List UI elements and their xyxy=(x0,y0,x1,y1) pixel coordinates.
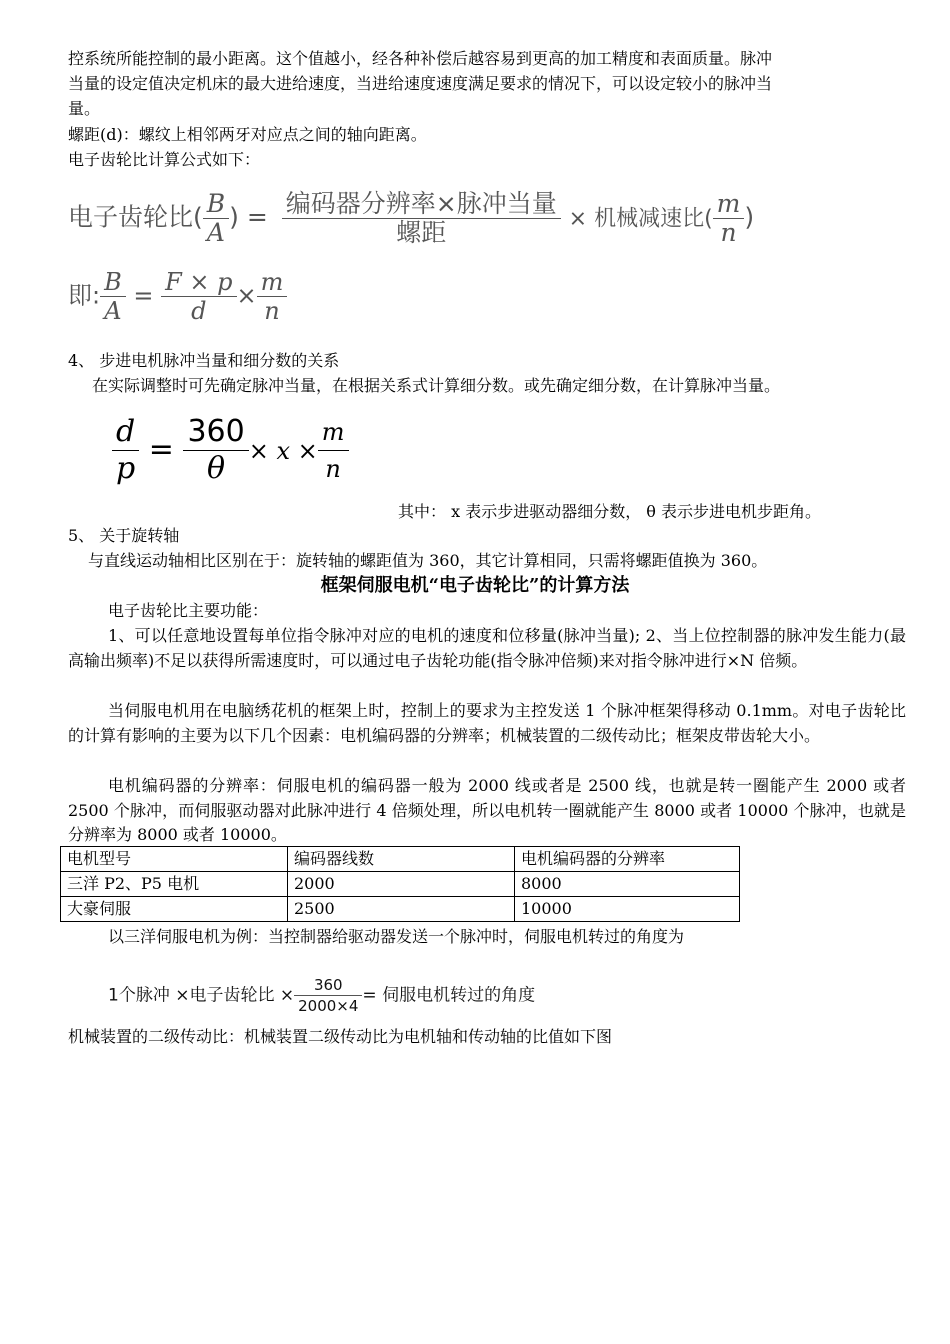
para-line: 当量的设定值决定机床的最大进给速度，当进给速度速度满足要求的情况下，可以设定较小的脉冲当 xyxy=(68,74,773,93)
sanyo-paragraph: 以三洋伺服电机为例：当控制器给驱动器发送一个脉冲时，伺服电机转过的角度为 xyxy=(108,927,685,946)
function-title: 电子齿轮比主要功能： xyxy=(108,601,269,620)
formula-3-note: 其中： x 表示步进驱动器细分数， θ 表示步进电机步距角。 xyxy=(398,502,822,521)
section-5-title: 5、 关于旋转轴 xyxy=(68,526,180,545)
para-line: 控系统所能控制的最小距离。这个值越小，经各种补偿后越容易到更高的加工精度和表面质量。脉冲 xyxy=(68,49,773,68)
para-line: 量。 xyxy=(68,99,101,118)
stepper-formula: $\frac{d}{p}$ = $\frac{360}{\theta}$ × x × $\frac{m}{n}$ xyxy=(112,414,349,487)
section-4-body: 在实际调整时可先确定脉冲当量，在根据关系式计算细分数。或先确定细分数，在计算脉冲当量。 xyxy=(92,376,781,395)
table-row xyxy=(61,897,740,922)
encoder-table xyxy=(60,846,740,922)
section-4-title: 4、 步进电机脉冲当量和细分数的关系 xyxy=(68,351,340,370)
table-header-cell: 电机型号 xyxy=(61,847,288,872)
table-cell: 三洋 P2、P5 电机 xyxy=(61,872,288,897)
angle-formula: 1个脉冲 ×电子齿轮比 × $\frac{360}{2000\times 4}$ = 伺服电机转过的角度 xyxy=(108,976,536,1015)
formula-lhs: 电子齿轮比( xyxy=(68,202,203,232)
encoder-paragraph: 电机编码器的分辨率：伺服电机的编码器一般为 2000 线或者是 2500 线，也就是转一圈能产生 2000 或者 2500 个脉冲，而伺服驱动器对此脉冲进行 4 倍频处理，所以电机转一圈就能产生 8000 或者 10000 个脉冲，也就是分辨率为 8000 或者 10000。 xyxy=(68,776,906,844)
gear-ratio-formula: 电子齿轮比( $\frac{B}{A}$ ) = $\frac{\text{编码器分辨率×脉冲当量}}{\text{螺距}}$ × 机械减速比( $\frac{m}{n}$ ) xyxy=(68,189,755,247)
pitch-definition: 螺距(d)：螺纹上相邻两牙对应点之间的轴向距离。 xyxy=(68,125,427,144)
function-body: 1、可以任意地设置每单位指令脉冲对应的电机的速度和位移量(脉冲当量); 2、当上位控制器的脉冲发生能力(最高输出频率)不足以获得所需速度时，可以通过电子齿轮功能(指令脉冲倍频)来对指令脉冲进行×N 倍频。 xyxy=(68,626,906,670)
ratio-m-over-n: $\frac{m}{n}$ xyxy=(713,190,745,247)
mechanical-paragraph: 机械装置的二级传动比：机械装置二级传动比为电机轴和传动轴的比值如下图 xyxy=(68,1027,613,1046)
table-cell: 10000 xyxy=(515,897,740,922)
section-5-body: 与直线运动轴相比区别在于：旋转轴的螺距值为 360，其它计算相同，只需将螺距值换为 360。 xyxy=(88,551,768,570)
table-cell: 大豪伺服 xyxy=(61,897,288,922)
table-header-cell: 电机编码器的分辨率 xyxy=(515,847,740,872)
frame-paragraph: 当伺服电机用在电脑绣花机的框架上时，控制上的要求为主控发送 1 个脉冲框架得移动 0.1mm。对电子齿轮比的计算有影响的主要为以下几个因素：电机编码器的分辨率；机械装置的二级传动比；框架皮带齿轮大小。 xyxy=(68,701,906,745)
resolution-fraction: $\frac{\text{编码器分辨率×脉冲当量}}{\text{螺距}}$ xyxy=(282,190,561,247)
table-header-cell: 编码器线数 xyxy=(288,847,515,872)
formula-intro: 电子齿轮比计算公式如下： xyxy=(68,150,261,169)
simplified-formula: 即: $\frac{B}{A}$ = $\frac{F \times p}{d}$ × $\frac{m}{n}$ xyxy=(68,268,287,325)
table-header-row xyxy=(61,847,740,872)
main-heading: 框架伺服电机“电子齿轮比”的计算方法 xyxy=(320,575,630,596)
table-cell: 8000 xyxy=(515,872,740,897)
table-cell: 2500 xyxy=(288,897,515,922)
table-row xyxy=(61,872,740,897)
ratio-b-over-a: $\frac{B}{A}$ xyxy=(203,190,229,247)
table-cell: 2000 xyxy=(288,872,515,897)
